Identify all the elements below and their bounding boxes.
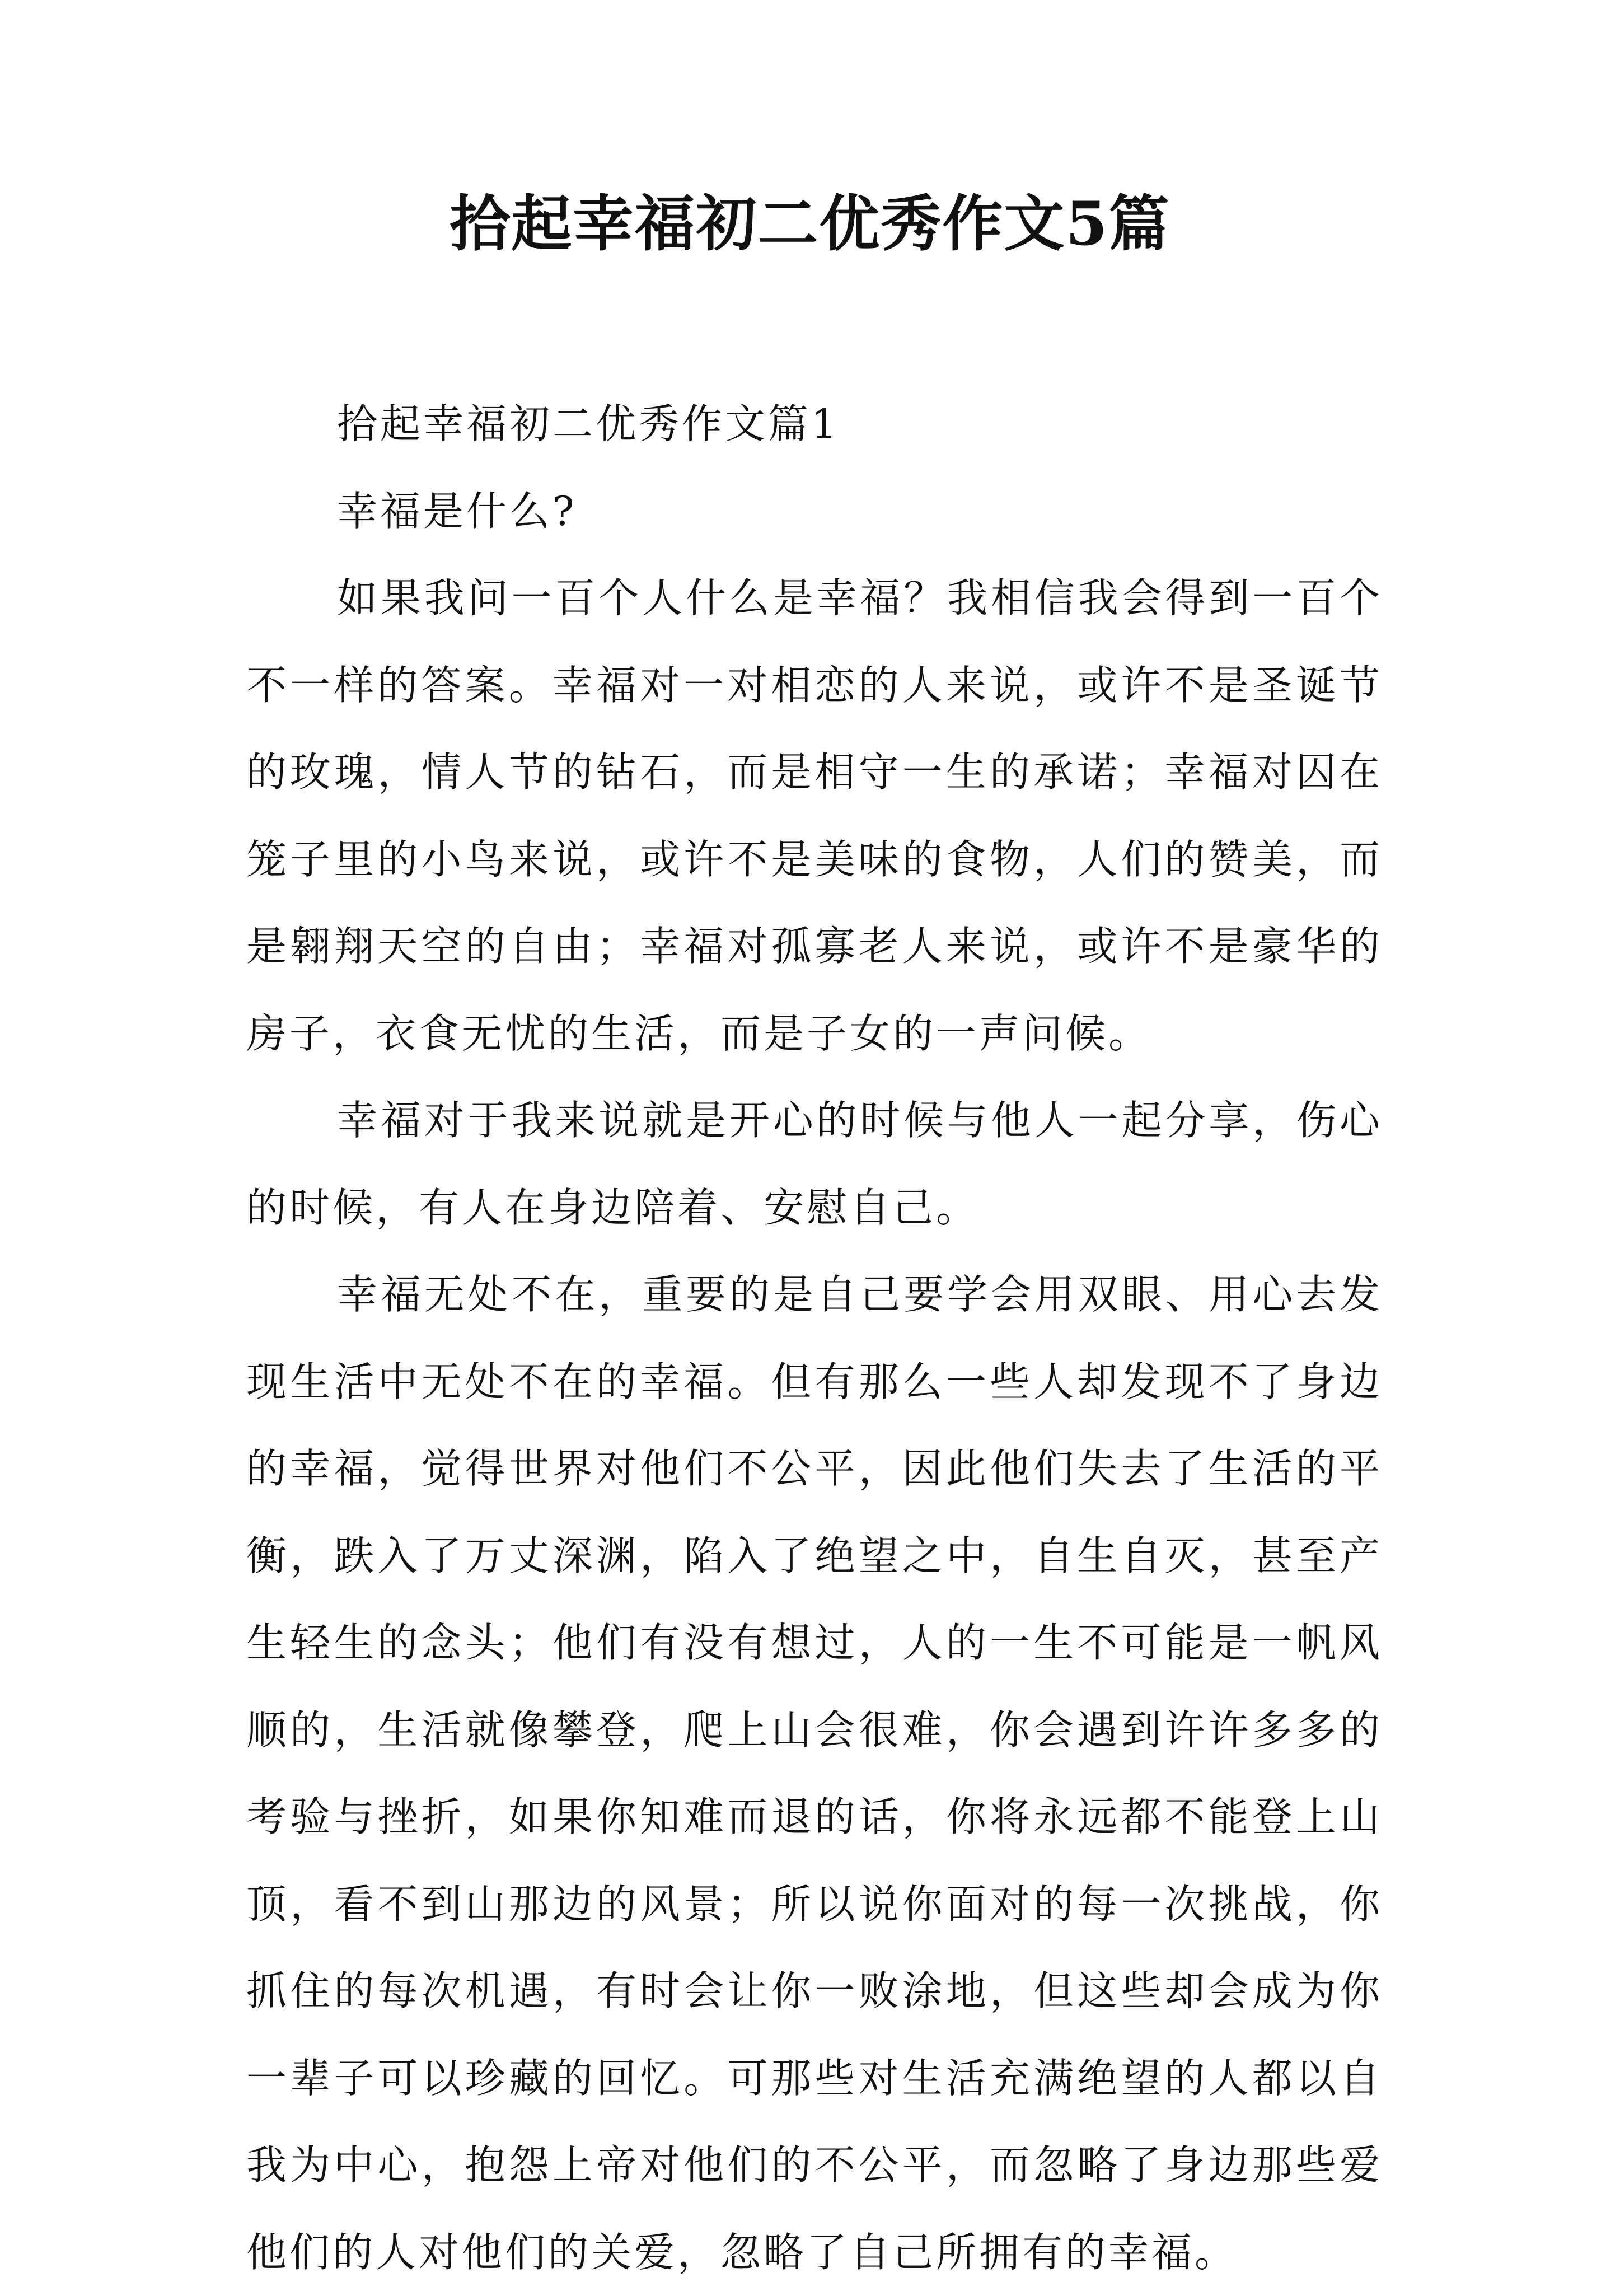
- section-heading: 拾起幸福初二优秀作文篇1: [337, 400, 840, 447]
- paragraph-question: 幸福是什么?: [337, 487, 577, 535]
- document-body: [246, 381, 1383, 2296]
- paragraph: 幸福无处不在，重要的是自己要学会用双眼、用心去发现生活中无处不在的幸福。但有那么一些人却发现不了身边的幸福，觉得世界对他们不公平，因此他们失去了生活的平衡，跌入了万丈深渊，陷入了绝望之中，自生自灭，甚至产生轻生的念头；他们有没有想过，人的一生不可能是一帆风顺的，生活就像攀登，爬上山会很难，你会遇到许许多多的考验与挫折，如果你知难而退的话，你将永远都不能登上山顶，看不到山那边的风景；所以说你面对的每一次挑战，你抓住的每次机遇，有时会让你一败涂地，但这些却会成为你一辈子可以珍藏的回忆。可那些对生活充满绝望的人都以自我为中心，抱怨上帝对他们的不公平，而忽略了身边那些爱他们的人对他们的关爱，忽略了自己所拥有的幸福。: [246, 1271, 1383, 2276]
- paragraph: 幸福对于我来说就是开心的时候与他人一起分享，伤心的时候，有人在身边陪着、安慰自己。: [246, 1097, 1383, 1231]
- paragraph: 如果我问一百个人什么是幸福？我相信我会得到一百个不一样的答案。幸福对一对相恋的人来说，或许不是圣诞节的玫瑰，情人节的钻石，而是相守一生的承诺；幸福对囚在笼子里的小鸟来说，或许不是美味的食物，人们的赞美，而是翱翔天空的自由；幸福对孤寡老人来说，或许不是豪华的房子，衣食无忧的生活，而是子女的一声问候。: [246, 574, 1383, 1057]
- document-title: 拾起幸福初二优秀作文5篇: [450, 189, 1170, 259]
